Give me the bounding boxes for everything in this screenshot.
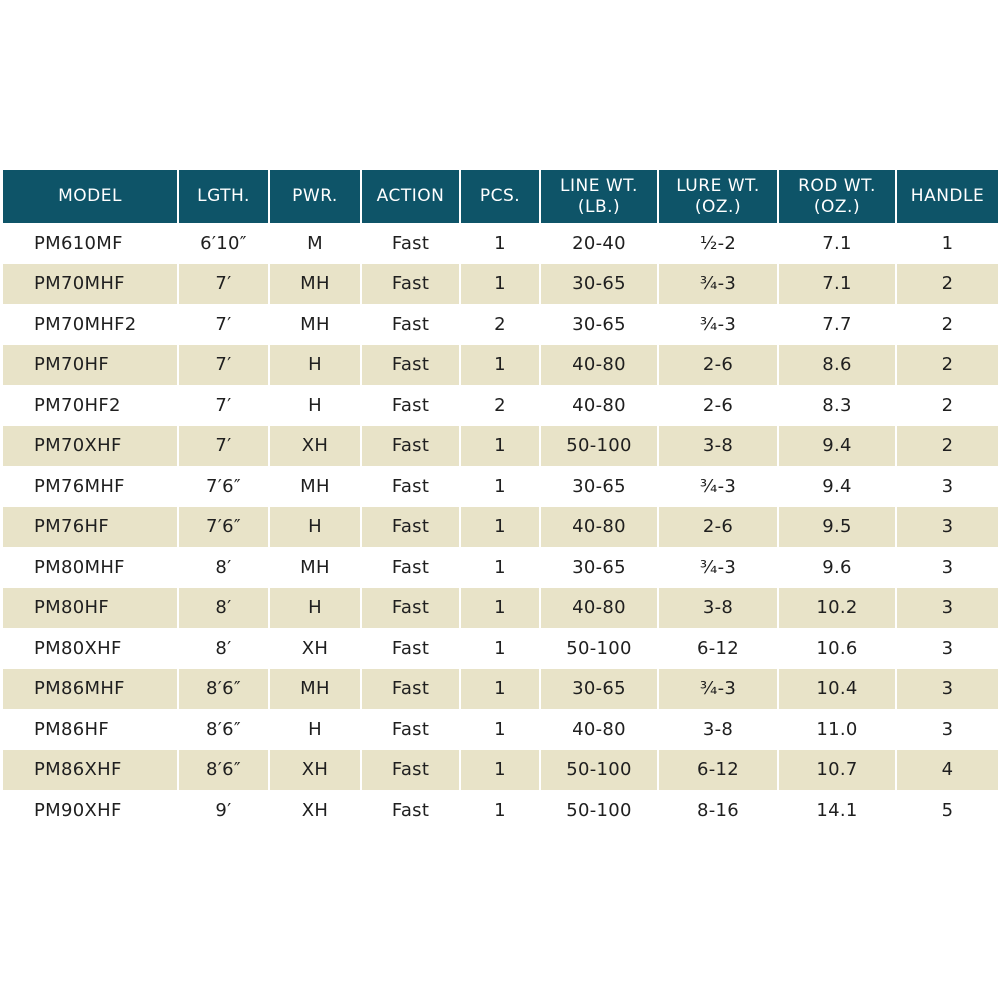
cell-action: Fast: [361, 547, 460, 588]
header-action: [361, 170, 460, 223]
table-row: [3, 426, 998, 467]
header-line-weight-line: LINE WT.: [560, 175, 638, 196]
cell-power: H: [269, 588, 361, 629]
cell-lure-weight: ½-2: [658, 223, 778, 264]
cell-model: PM86XHF: [3, 750, 178, 791]
cell-lure-weight: ¾-3: [658, 304, 778, 345]
cell-rod-weight: 9.6: [778, 547, 896, 588]
cell-lure-weight: 3-8: [658, 588, 778, 629]
cell-pieces: 1: [460, 547, 540, 588]
table-row: [3, 466, 998, 507]
cell-line-weight: 30-65: [540, 264, 658, 305]
cell-action: Fast: [361, 709, 460, 750]
cell-lure-weight: 2-6: [658, 345, 778, 386]
cell-pieces: 1: [460, 750, 540, 791]
cell-model: PM90XHF: [3, 790, 178, 831]
cell-rod-weight: 14.1: [778, 790, 896, 831]
cell-model: PM76MHF: [3, 466, 178, 507]
cell-line-weight: 40-80: [540, 588, 658, 629]
cell-length: 8′: [178, 628, 269, 669]
header-power: [269, 170, 361, 223]
cell-rod-weight: 9.4: [778, 426, 896, 467]
rod-spec-table: [3, 170, 998, 831]
cell-line-weight: 30-65: [540, 669, 658, 710]
table-row: [3, 750, 998, 791]
cell-handle: 2: [896, 264, 998, 305]
cell-model: PM86MHF: [3, 669, 178, 710]
cell-length: 8′6″: [178, 709, 269, 750]
cell-action: Fast: [361, 466, 460, 507]
table-row: [3, 264, 998, 305]
header-pieces: [460, 170, 540, 223]
cell-action: Fast: [361, 264, 460, 305]
cell-rod-weight: 7.1: [778, 264, 896, 305]
cell-rod-weight: 10.7: [778, 750, 896, 791]
header-rod-weight-line: ROD WT.: [798, 175, 876, 196]
cell-rod-weight: 10.4: [778, 669, 896, 710]
cell-lure-weight: 2-6: [658, 507, 778, 548]
cell-length: 6′10″: [178, 223, 269, 264]
cell-handle: 3: [896, 588, 998, 629]
cell-handle: 3: [896, 709, 998, 750]
cell-power: MH: [269, 466, 361, 507]
cell-length: 7′6″: [178, 466, 269, 507]
cell-model: PM70XHF: [3, 426, 178, 467]
cell-model: PM70HF2: [3, 385, 178, 426]
cell-lure-weight: 3-8: [658, 709, 778, 750]
cell-lure-weight: ¾-3: [658, 547, 778, 588]
header-power-line: PWR.: [292, 186, 338, 206]
header-action-line: ACTION: [376, 186, 445, 206]
cell-length: 7′6″: [178, 507, 269, 548]
cell-handle: 1: [896, 223, 998, 264]
cell-handle: 2: [896, 385, 998, 426]
header-rod-weight: [778, 170, 896, 223]
header-rod-weight-line: (OZ.): [813, 196, 861, 217]
cell-pieces: 1: [460, 426, 540, 467]
cell-line-weight: 50-100: [540, 426, 658, 467]
cell-handle: 3: [896, 669, 998, 710]
cell-power: MH: [269, 669, 361, 710]
cell-pieces: 1: [460, 669, 540, 710]
cell-length: 9′: [178, 790, 269, 831]
header-model-line: MODEL: [58, 186, 122, 206]
table-row: [3, 547, 998, 588]
header-handle-line: HANDLE: [910, 186, 985, 206]
table-body: [3, 223, 998, 831]
cell-handle: 3: [896, 547, 998, 588]
cell-line-weight: 50-100: [540, 628, 658, 669]
cell-rod-weight: 10.2: [778, 588, 896, 629]
cell-lure-weight: ¾-3: [658, 669, 778, 710]
cell-action: Fast: [361, 750, 460, 791]
cell-action: Fast: [361, 345, 460, 386]
cell-length: 7′: [178, 304, 269, 345]
cell-action: Fast: [361, 790, 460, 831]
cell-action: Fast: [361, 223, 460, 264]
cell-model: PM80XHF: [3, 628, 178, 669]
cell-line-weight: 50-100: [540, 790, 658, 831]
cell-model: PM610MF: [3, 223, 178, 264]
header-line-weight: [540, 170, 658, 223]
cell-length: 7′: [178, 345, 269, 386]
cell-action: Fast: [361, 628, 460, 669]
cell-lure-weight: 6-12: [658, 628, 778, 669]
cell-model: PM70MHF2: [3, 304, 178, 345]
cell-lure-weight: ¾-3: [658, 466, 778, 507]
cell-line-weight: 40-80: [540, 345, 658, 386]
cell-rod-weight: 7.7: [778, 304, 896, 345]
table-row: [3, 345, 998, 386]
cell-model: PM86HF: [3, 709, 178, 750]
header-pieces-line: PCS.: [479, 186, 521, 206]
cell-pieces: 2: [460, 304, 540, 345]
cell-lure-weight: 3-8: [658, 426, 778, 467]
cell-action: Fast: [361, 669, 460, 710]
cell-pieces: 1: [460, 507, 540, 548]
cell-action: Fast: [361, 426, 460, 467]
cell-line-weight: 40-80: [540, 507, 658, 548]
header-length-line: LGTH.: [197, 186, 250, 206]
cell-line-weight: 40-80: [540, 709, 658, 750]
cell-pieces: 1: [460, 264, 540, 305]
cell-pieces: 1: [460, 466, 540, 507]
cell-power: XH: [269, 750, 361, 791]
cell-rod-weight: 10.6: [778, 628, 896, 669]
cell-action: Fast: [361, 304, 460, 345]
cell-length: 7′: [178, 426, 269, 467]
cell-handle: 3: [896, 628, 998, 669]
table-row: [3, 709, 998, 750]
cell-line-weight: 30-65: [540, 547, 658, 588]
cell-power: MH: [269, 264, 361, 305]
cell-power: H: [269, 385, 361, 426]
cell-rod-weight: 11.0: [778, 709, 896, 750]
cell-handle: 2: [896, 426, 998, 467]
cell-line-weight: 30-65: [540, 304, 658, 345]
cell-pieces: 2: [460, 385, 540, 426]
cell-model: PM80HF: [3, 588, 178, 629]
table-header: [3, 170, 998, 223]
cell-power: MH: [269, 304, 361, 345]
cell-handle: 2: [896, 304, 998, 345]
cell-action: Fast: [361, 507, 460, 548]
header-row: [3, 170, 998, 223]
cell-rod-weight: 7.1: [778, 223, 896, 264]
table-row: [3, 588, 998, 629]
cell-rod-weight: 8.6: [778, 345, 896, 386]
cell-power: XH: [269, 628, 361, 669]
header-lure-weight-line: LURE WT.: [676, 175, 760, 196]
table-row: [3, 304, 998, 345]
cell-length: 8′: [178, 588, 269, 629]
header-length: [178, 170, 269, 223]
cell-handle: 3: [896, 507, 998, 548]
cell-length: 7′: [178, 264, 269, 305]
cell-line-weight: 40-80: [540, 385, 658, 426]
header-model: [3, 170, 178, 223]
cell-model: PM70MHF: [3, 264, 178, 305]
table-row: [3, 385, 998, 426]
cell-pieces: 1: [460, 588, 540, 629]
cell-lure-weight: 2-6: [658, 385, 778, 426]
cell-line-weight: 20-40: [540, 223, 658, 264]
cell-line-weight: 30-65: [540, 466, 658, 507]
cell-pieces: 1: [460, 790, 540, 831]
cell-handle: 2: [896, 345, 998, 386]
cell-line-weight: 50-100: [540, 750, 658, 791]
cell-action: Fast: [361, 588, 460, 629]
table-row: [3, 790, 998, 831]
cell-pieces: 1: [460, 345, 540, 386]
cell-pieces: 1: [460, 709, 540, 750]
cell-power: H: [269, 709, 361, 750]
table-row: [3, 507, 998, 548]
cell-lure-weight: ¾-3: [658, 264, 778, 305]
cell-handle: 5: [896, 790, 998, 831]
cell-power: M: [269, 223, 361, 264]
cell-rod-weight: 8.3: [778, 385, 896, 426]
header-lure-weight-line: (OZ.): [694, 196, 742, 217]
cell-length: 8′6″: [178, 669, 269, 710]
cell-power: XH: [269, 426, 361, 467]
header-lure-weight: [658, 170, 778, 223]
cell-handle: 3: [896, 466, 998, 507]
cell-action: Fast: [361, 385, 460, 426]
table-row: [3, 628, 998, 669]
cell-power: MH: [269, 547, 361, 588]
cell-power: H: [269, 507, 361, 548]
cell-model: PM76HF: [3, 507, 178, 548]
cell-rod-weight: 9.5: [778, 507, 896, 548]
cell-power: XH: [269, 790, 361, 831]
table-row: [3, 223, 998, 264]
cell-length: 8′6″: [178, 750, 269, 791]
header-line-weight-line: (LB.): [577, 196, 621, 217]
cell-lure-weight: 6-12: [658, 750, 778, 791]
cell-length: 8′: [178, 547, 269, 588]
cell-pieces: 1: [460, 628, 540, 669]
cell-pieces: 1: [460, 223, 540, 264]
header-handle: [896, 170, 998, 223]
table-row: [3, 669, 998, 710]
cell-rod-weight: 9.4: [778, 466, 896, 507]
cell-handle: 4: [896, 750, 998, 791]
cell-model: PM70HF: [3, 345, 178, 386]
cell-length: 7′: [178, 385, 269, 426]
cell-model: PM80MHF: [3, 547, 178, 588]
cell-lure-weight: 8-16: [658, 790, 778, 831]
cell-power: H: [269, 345, 361, 386]
